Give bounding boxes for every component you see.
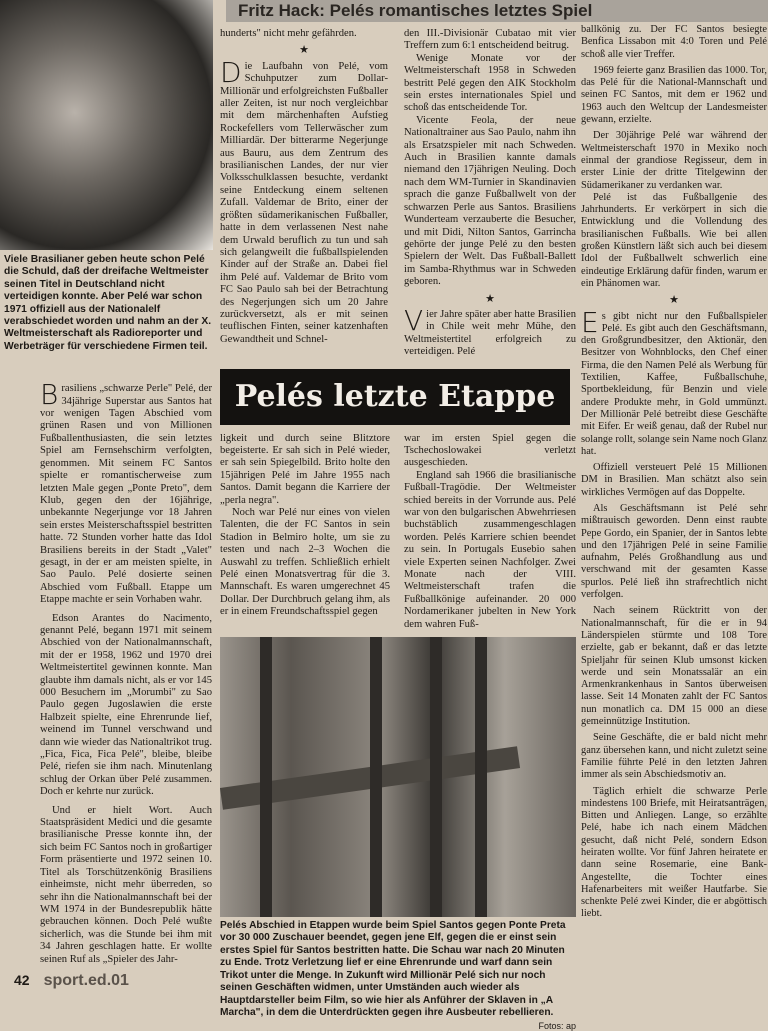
- article-title: Pelés letzte Etappe: [234, 379, 556, 415]
- watermark: sport.ed.01: [43, 971, 129, 989]
- article-title-banner: [220, 369, 570, 425]
- article-column-2: [220, 433, 390, 619]
- page-number: 42: [14, 971, 30, 988]
- star-divider: ★: [485, 292, 495, 305]
- paragraph: 1969 feierte ganz Brasilien das 1000. Tor, das Pelé für die National-Mannschaft und seinen FC Santos, mit dem er 1962 und 1963 auch den Weltcup der Landesmeister gewann, erzielte.: [581, 64, 767, 126]
- left-column: [0, 0, 213, 990]
- paragraph: war im ersten Spiel gegen die Tschechoslowakei verletzt ausgeschieden.: [404, 432, 576, 469]
- photo-pele-headphones: [0, 0, 213, 250]
- photo-credit: Fotos: ap: [538, 1021, 576, 1031]
- article-column-3: [404, 433, 576, 632]
- page-footer: [14, 972, 213, 990]
- paragraph: Der 30jährige Pelé war während der Weltmeisterschaft 1970 in Mexiko noch einmal der grandiose Regisseur, dem in erster Linie der dritte Titelgewinn der Südamerikaner zu verdanken war.: [581, 130, 767, 191]
- star-divider: ★: [669, 294, 679, 307]
- upper-columns: [220, 28, 576, 359]
- paragraph: Täglich erhielt die schwarze Perle mindestens 100 Briefe, mit Heiratsanträgen, Bitten und Anliegen. Lange, so erzählte Pelé, habe ich nach einem Mädchen gesucht, daß nicht Pelé, sondern Edson heiraten wollte. Vor fünf Jahren heiratete er dann seine Rosemarie, eine Bank-Angestellte, die Tochter eines Hafenarbeiters mit weißer Hautfarbe. Sie schenkte Pelé zwei Kinder, die er abgöttisch liebt.: [581, 785, 767, 920]
- paragraph: ligkeit und durch seine Blitztore begeisterte. Er sah sich in Pelé wieder, er sah sein Spiegelbild. Brito holte den 15jährigen Pelé im Jahre 1955 nach Santos. Damit begann die Karriere der „perla negra".: [220, 432, 390, 506]
- paragraph: Die Laufbahn von Pelé, vom Schuhputzer zum Dollar-Millionär und erfolgreichsten Fußballer aller Zeiten, ist nur noch vergleichbar mit dem märchenhaften Aufstieg Rockefellers vom Tellerwäscher zum Milliardär. Der bitterarme Negerjunge aus Bauru, aus dem Zentrum des brasilianischen Landes, der nur vier Volksschulklassen besuchte, verdankt seine Entdeckung einem seltenen Zufall. Valdemar de Brito, einer der größten südamerikanischen Fußballer, hatte in dem verlassenen Nest nahe dem Urwald beruflich zu tun und sah sich gelangweilt die fußballspielenden Kinder auf der Straße an. Dabei fiel ihm Pelé auf. Valdemar de Brito vom FC Sao Paulo sah bei der Betrachtung des Negerjungen sich um 20 Jahre zurückversetzt, als er mit seinen teuflischen Finten, seiner katzenhaften Gewandtheit und Schnel-: [220, 55, 388, 345]
- paragraph: ballkönig zu. Der FC Santos besiegte Benfica Lissabon mit 4:0 Toren und Pelé schoß alle vier Treffer.: [581, 24, 767, 60]
- upper-column-2: [220, 28, 388, 346]
- upper-column-3: [404, 28, 576, 359]
- paragraph: den III.-Divisionär Cubatao mit vier Treffern zum 6:1 entscheidend beitrug.: [404, 28, 576, 52]
- paragraph: Als Geschäftsmann ist Pelé sehr mißtrauisch geworden. Denn einst raubte Pepe Gordo, ein Spanier, der in Santos lebte und den 17jährigen Pelé in seine Familie aufnahm, Pelés Großhandlung aus und verschwand mit der gesamten Kasse spurlos. Pelé ließ ihn strafrechtlich nicht verfolgen.: [581, 502, 767, 601]
- article-column-1: [40, 378, 212, 966]
- photo-a-marcha-film-scene: [220, 637, 576, 917]
- right-column: [581, 24, 767, 921]
- paragraph: England sah 1966 die brasilianische Fußball-Tragödie. Der Weltmeister schied bereits in der Vorrunde aus. Pelé war von den bulgarischen Abwehrriesen buchstäblich zusammengeschlagen worden. Pelés Karriere schien beendet zu sein. In Portugals Eusebio sahen viele Experten seinen Nachfolger. Zwei Monate nach der VIII. Weltmeisterschaft trafen die Fußballkönige aufeinander. 20 000 Nordamerikaner jubelten in New York dem wahren Fuß-: [404, 469, 576, 630]
- star-divider: ★: [299, 44, 309, 57]
- header-title: Fritz Hack: Pelés romantisches letztes Spiel: [238, 1, 593, 20]
- top-photo-caption: Viele Brasilianer geben heute schon Pelé die Schuld, daß der dreifache Weltmeister seinen Titel in Deutschland nicht verteidigen konnte. Aber Pelé war schon 1971 offiziell aus der Nationalelf verabschiedet worden und nahm an der X. Weltmeisterschaft als Radioreporter und Werbeträger für verschiedene Firmen teil.: [4, 254, 212, 352]
- paragraph: Noch war Pelé nur eines von vielen Talenten, die der FC Santos in sein Stadion in Belmiro holte, um sie zu testen und nach 2–3 Wochen die Auswahl zu treffen. Schließlich erhielt Pelé einen Monatsvertrag für die 3. Mannschaft. Es waren umgerechnet 45 Dollar. Der Durchbruch gelang ihm, als er in einem Freundschaftsspiel gegen: [220, 507, 390, 618]
- paragraph: Vicente Feola, der neue Nationaltrainer aus Sao Paulo, nahm ihn als Ersatzspieler mit nach Schweden. Auch in Brasilien kannte damals niemand den 17jährigen Neuling. Doch nach dem WM-Turnier in Skandinavien sprach die ganze Fußballwelt von der schwarzen Perle aus Santos. Brasiliens Wunderteam verzauberte die Besucher, und mit Didi, Nilton Santos, Garrincha gehörte der junge Pelé zu den besten Spielern der Welt. Das Fußball-Ballett im Samba-Rhythmus war in Schweden geboren.: [404, 114, 576, 288]
- paragraph: Offiziell versteuert Pelé 15 Millionen DM in Brasilien. Man schätzt also sein wirkliches Vermögen auf das Doppelte.: [581, 462, 767, 498]
- middle-column: [220, 28, 576, 1031]
- paragraph: Edson Arantes do Nacimento, genannt Pelé, begann 1971 mit seinem Abschied von der Nationalmannschaft, mit der er 1958, 1962 und 1970 drei Weltmeistertitel gewinnen konnte. Man glaubte ihm damals nicht, als er vor 145 000 Besuchern im „Morumbi" zu Sao Paulo gegen Jugoslawien die erste Halbzeit spielte, eine Ehrenrunde lief, weinend im Tunnel verschwand und dann wie wieder das Nationaltrikot trug. „Fica, Fica, Fica Pelé", bleibe, bleibe Pelé, riefen sie ihm nach. Minutenlang schlug der Orkan über Pelé zusammen. Doch er kehrte nur zurück.: [40, 612, 212, 798]
- paragraph: Pelé ist das Fußballgenie des Jahrhunderts. Er verkörpert in sich die Entwicklung und die Vollendung des brasilianischen Fußballs. Wie bei allen großen Künstlern läßt sich auch bei diesem Idol der Fußballwelt schwerlich eine eindeutige Erklärung dafür finden, warum er ein Phänomen war.: [581, 191, 767, 289]
- paragraph: Und er hielt Wort. Auch Staatspräsident Medici und die gesamte brasilianische Presse konnte ihn, der sich beim FC Santos noch in großartiger Form präsentierte und 1972 seinen 10. Titel als Torschützenkönig Brasiliens einheimste, nicht mehr überreden, so sehr ihn die Nationalmannschaft bei der WM 1974 in der Bundesrepublik hätte gebrauchen können. Doch Pelé wußte sicherlich, was die Stunde bei ihm mit 34 Jahren geschlagen hatte. Er wollte seinen Ruf als „Spieler des Jahr-: [40, 804, 212, 965]
- paragraph: Wenige Monate vor der Weltmeisterschaft 1958 in Schweden bestritt Pelé gegen den AIK Stockholm sein erstes internationales Spiel und schoß das entscheidende Tor.: [404, 52, 576, 114]
- paragraph: Nach seinem Rücktritt von der Nationalmannschaft, für die er in 94 Länderspielen stürmte und 108 Tore erzielte, gab er bekannt, daß er das letzte Spieljahr für seinen Klub umsonst kicken werde und sein Monatssalär an ein Armenkrankenhaus in Santos überweisen lasse. Seit 14 Monaten zahlt der FC Santos nun monatlich ca. DM 15 000 an diese gemeinnützige Institution.: [581, 605, 767, 728]
- paragraph: Vier Jahre später aber hatte Brasilien in Chile weit mehr Mühe, den Weltmeistertitel erfolgreich zu verteidigen. Pelé: [404, 303, 576, 358]
- header-bar: [226, 0, 768, 22]
- lower-columns: [220, 433, 576, 632]
- paragraph: Seine Geschäfte, die er bald nicht mehr ganz übersehen kann, und nicht zuletzt seine Familie führte Pelé in den letzten Jahren immer als sein Abschiedsmotiv an.: [581, 732, 767, 781]
- paragraph: Es gibt nicht nur den Fußballspieler Pelé. Es gibt auch den Geschäftsmann, den Großgrundbesitzer, den Aktionär, den Besitzer von Wohnblocks, den Chef einer Firma, die den Namen Pelé als Werbung für Textilien, Kaffee, Fußballschuhe, Sportbekleidung, für Benzin und viele andere Produkte mehr, in Gold ummünzt. Der Millionär Pelé betreibt diese Geschäfte mit Eifer. Er weiß genau, daß der Rubel nur solange rollt, solange sein Name noch Glanz hat.: [581, 305, 767, 457]
- paragraph: hunderts" nicht mehr gefährden.: [220, 28, 357, 39]
- paragraph: Brasiliens „schwarze Perle" Pelé, der 34jährige Superstar aus Santos hat vor wenigen Tagen Abschied vom grünen Rasen und von Millionen Fußballenthusiasten, die sein letztes Spiel am Fernsehschirm verfolgten, genommen. Mit seinem FC Santos spielte er romantischerweise zum letzten Male gegen „Ponte Preto", dem Klub, gegen den der 16jährige, unbekannte Negerjunge vor 18 Jahren sein erstes Meisterschaftsspiel bestritten hatte. 72 Stunden vorher hatte das Idol Brasiliens bereits in der Stadt „Valet" gesagt, in der er am meisten spielte, in Sao Paulo. Pelé dosierte seinen Abschied vom Fußball. Etappe um Etappe machte er sein Vorhaben wahr.: [40, 378, 212, 606]
- bottom-photo-caption: Pelés Abschied in Etappen wurde beim Spiel Santos gegen Ponte Preta vor 30 000 Zuschauer beendet, gegen jene Elf, gegen die er einst sein erstes Spiel für Santos bestritten hatte. Die Schau war nach 20 Minuten zu Ende. Trotz Verletzung lief er eine Ehrenrunde und warf dann sein Trikot unter die Menge. In Zukunft wird Millionär Pelé sich nur noch seinen Geschäften widmen, unter Umständen auch wieder als Hauptdarsteller beim Film, so wie hier als Anführer der Sklaven in „A Marcha", in dem die Unterdrückten gegen ihre Ausbeuter rebellieren.: [220, 920, 566, 1018]
